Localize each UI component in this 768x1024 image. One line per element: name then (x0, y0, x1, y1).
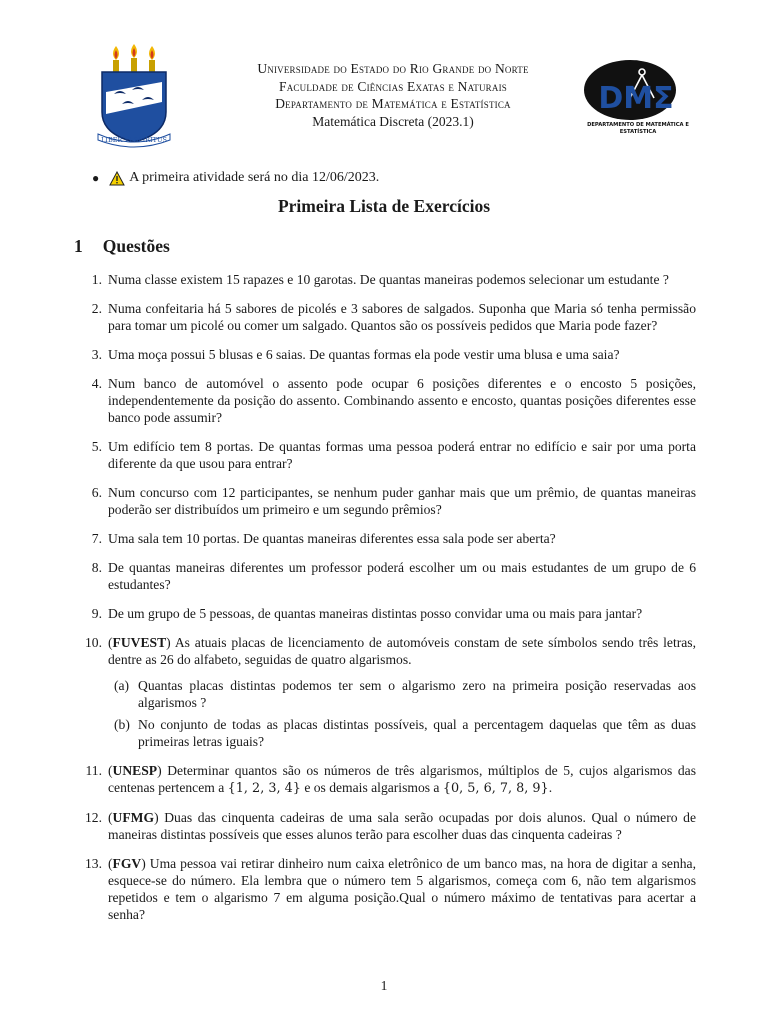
question-source: UFMG (112, 810, 155, 825)
question-body: Determinar quantos são os números de três algarismos, múltiplos de 5, cujos algarismos das centenas pertencem a (108, 763, 696, 795)
question-number: 8. (91, 560, 102, 575)
dme-logo-subtitle-1: DEPARTAMENTO DE MATEMÁTICA E (587, 122, 689, 128)
question-number: 7. (91, 531, 102, 546)
question-item (74, 300, 696, 334)
question-item (74, 484, 696, 518)
question-text: Uma moça possui 5 blusas e 6 saias. De quantas formas ela pode vestir uma blusa e uma saia? (108, 347, 620, 362)
question-item (74, 346, 696, 363)
dme-logo-subtitle-2: ESTATÍSTICA (619, 129, 657, 135)
question-number: 4. (91, 376, 102, 391)
question-number: 3. (91, 347, 102, 362)
question-body: As atuais placas de licenciamento de automóveis constam de sete símbolos sendo três letras, dentre as 26 do alfabeto, seguidas de quatro algarismos. (108, 635, 696, 667)
subquestion-text: No conjunto de todas as placas distintas possíveis, qual a percentagem daquelas que têm as duas primeiras letras iguais? (138, 717, 696, 749)
warning-icon (109, 171, 125, 186)
question-item (74, 855, 696, 923)
notice-text: A primeira atividade será no dia 12/06/2023. (129, 170, 380, 185)
torch-flames-icon (113, 44, 155, 72)
question-text: Uma sala tem 10 portas. De quantas maneiras diferentes essa sala pode ser aberta? (108, 531, 556, 546)
bullet-icon: ● (92, 170, 100, 185)
question-item (74, 809, 696, 843)
section-title: Questões (102, 236, 170, 256)
question-item (74, 271, 696, 288)
page-number: 1 (380, 978, 388, 993)
question-item (74, 530, 696, 547)
question-text: Numa confeitaria há 5 sabores de picolés e 3 sabores de salgados. Suponha que Maria só tenha permissão para tomar um picolé ou comer um salgado. Quantos são os possíveis pedidos que Maria pode fazer? (108, 301, 696, 333)
header-faculty: Faculdade de Ciências Exatas e Naturais (279, 78, 507, 94)
question-item (74, 634, 696, 750)
question-item (74, 762, 696, 797)
header-course: Matemática Discreta (2023.1) (312, 113, 474, 129)
question-number: 1. (91, 272, 102, 287)
question-number: 2. (91, 301, 102, 316)
question-text: (FUVEST) As atuais placas de licenciamento de automóveis constam de sete símbolos sendo três letras, dentre as 26 do alfabeto, seguidas de quatro algarismos. (108, 635, 696, 667)
header-department: Departamento de Matemática e Estatística (275, 96, 511, 111)
math-set: {1, 2, 3, 4} (227, 781, 301, 796)
question-text: Um edifício tem 8 portas. De quantas formas uma pessoa poderá entrar no edifício e sair por uma porta diferente da que usou para entrar? (108, 439, 696, 471)
question-item (74, 375, 696, 426)
question-item (74, 438, 696, 472)
dme-logo (582, 58, 694, 140)
question-item (74, 559, 696, 593)
question-text: De quantas maneiras diferentes um professor poderá escolher um ou mais estudantes de um grupo de 6 estudantes? (108, 560, 696, 592)
question-source: FUVEST (112, 635, 167, 650)
header-university: Universidade do Estado do Rio Grande do Norte (257, 61, 529, 76)
question-text: De um grupo de 5 pessoas, de quantas maneiras distintas posso convidar uma ou mais para jantar? (108, 606, 643, 621)
question-number: 5. (91, 439, 102, 454)
question-text: Num concurso com 12 participantes, se nenhum puder ganhar mais que um prêmio, de quantas maneiras poderão ser distribuídos um primeiro e um segundo prêmios? (108, 485, 696, 517)
subquestion-label: (a) (114, 678, 130, 693)
question-number: 12. (85, 810, 102, 825)
question-text: (FGV) Uma pessoa vai retirar dinheiro num caixa eletrônico de um banco mas, na hora de digitar a senha, esquece-se do número. Ela lembra que o número tem 5 algarismos, começa com 6, não tem algarismos repetidos e tem o algarismo 7 em alguma posição.Qual o número máximo de tentativas para acertar a senha? (108, 856, 696, 922)
header (200, 60, 586, 130)
question-number: 6. (91, 485, 102, 500)
question-source: UNESP (112, 763, 158, 778)
dme-logo-text: DMΣ (598, 81, 674, 116)
question-number: 11. (85, 763, 102, 778)
subquestion-item (108, 677, 696, 711)
question-text: (UNESP) Determinar quantos são os números de três algarismos, múltiplos de 5, cujos algarismos das centenas pertencem a {1, 2, 3, 4} e os demais algarismos a {0, 5, 6, 7, 8, 9}. (108, 763, 696, 796)
question-number: 9. (91, 606, 102, 621)
section-heading (74, 236, 170, 257)
question-number: 13. (85, 856, 102, 871)
question-item (74, 605, 696, 622)
logo-motto: LIBER VI SPIRITUS (101, 136, 167, 144)
question-text: Numa classe existem 15 rapazes e 10 garotas. De quantas maneiras podemos selecionar um estudante ? (108, 272, 669, 287)
question-body: e os demais algarismos a (304, 780, 440, 795)
question-text: (UFMG) Duas das cinquenta cadeiras de uma sala serão ocupadas por dois alunos. Qual o número de maneiras distintas possíveis que esses alunos terão para escolher duas das cinquenta cadeiras ? (108, 810, 696, 842)
notice (92, 170, 379, 186)
question-list (74, 271, 696, 935)
page-title: Primeira Lista de Exercícios (277, 196, 491, 216)
section-number: 1 (74, 236, 83, 256)
university-logo (94, 42, 174, 152)
question-source: FGV (112, 856, 142, 871)
subquestion-item (108, 716, 696, 750)
subquestion-label: (b) (114, 717, 130, 732)
math-set: {0, 5, 6, 7, 8, 9} (442, 781, 549, 796)
question-number: 10. (85, 635, 102, 650)
question-body-end: . (548, 780, 553, 795)
question-body: Duas das cinquenta cadeiras de uma sala serão ocupadas por dois alunos. Qual o número de maneiras distintas possíveis que esses alunos terão para escolher duas das cinquenta cadeiras ? (108, 810, 696, 842)
subquestion-text: Quantas placas distintas podemos ter sem o algarismo zero na primeira posição reservadas aos algarismos ? (138, 678, 696, 710)
question-body: Uma pessoa vai retirar dinheiro num caixa eletrônico de um banco mas, na hora de digitar a senha, esquece-se do número. Ela lembra que o número tem 5 algarismos, começa com 6, não tem algarismos repetidos e tem o algarismo 7 em alguma posição.Qual o número máximo de tentativas para acertar a senha? (108, 856, 696, 922)
question-text: Num banco de automóvel o assento pode ocupar 6 posições diferentes e o encosto 5 posições, independentemente da posição do assento. Combinando assento e encosto, quantas posições diferentes esse banco pode assumir? (108, 376, 696, 425)
